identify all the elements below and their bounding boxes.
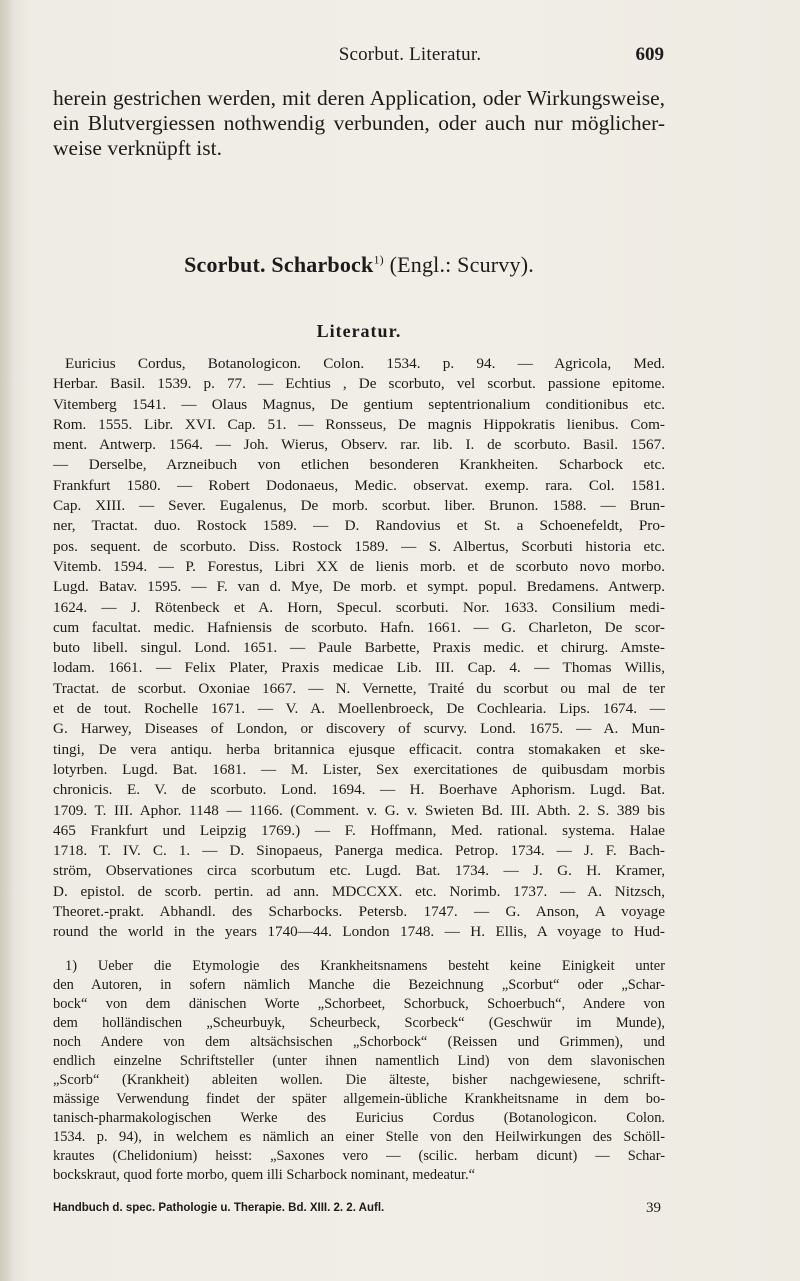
literature-line: lotyrben. Lugd. Bat. 1681. — M. Lister, Sex exercitationes de quibusdam morbis <box>53 760 665 778</box>
footnote-line: bock“ von dem dänischen Worte „Schorbeet, Schorbuck, Schoerbuch“, Andere von <box>53 996 665 1012</box>
footnote-line: „Scorb“ (Krankheit) ableiten wollen. Die älteste, bisher nachgewiesene, schrift- <box>53 1072 665 1088</box>
literature-heading: Literatur. <box>316 321 402 341</box>
literature-line: 1624. — J. Rötenbeck et A. Horn, Specul. scorbuti. Nor. 1633. Consilium medi- <box>53 598 665 616</box>
literature-line: — Derselbe, Arzneibuch von etlichen besonderen Krankheiten. Scharbock etc. <box>53 456 665 474</box>
footnote-marker: 1) <box>373 252 384 267</box>
footnote-line: 1534. p. 94), in welchem es nämlich an einer Stelle von den Heilwirkungen des Schöll- <box>53 1129 665 1145</box>
literature-line: tingi, De vera antiqu. herba britannica ejusque efficacit. contra stomakaken et ske- <box>53 740 665 758</box>
literature-line: ment. Antwerp. 1564. — Joh. Wierus, Observ. rar. lib. I. de scorbuto. Basil. 1567. <box>53 436 665 454</box>
literature-line: D. epistol. de scorb. pertin. ad ann. MDCCXX. etc. Norimb. 1737. — A. Nitzsch, <box>53 882 665 900</box>
text-line: herein gestrichen werden, mit deren Application, oder Wirkungsweise, <box>53 86 665 110</box>
page-footer <box>53 1202 665 1218</box>
footnote-line: endlich einzelne Schriftsteller (unter ihnen namentlich Lind) von dem slavonischen <box>53 1053 665 1069</box>
literature-line: Herbar. Basil. 1539. p. 77. — Echtius , De scorbuto, vel scorbut. passione epitome. <box>53 375 665 393</box>
footnote-line: krautes (Chelidonium) heisst: „Saxones vero — (scilic. herbam dicunt) — Schar- <box>53 1148 665 1164</box>
literature-line: ström, Observationes circa scorbutum etc. Lugd. Bat. 1734. — J. G. H. Kramer, <box>53 862 665 880</box>
literature-line: 465 Frankfurt und Leipzig 1769.) — F. Hoffmann, Med. rational. systema. Halae <box>53 821 665 839</box>
footnote-line: den Autoren, in sofern nämlich Manche die Bezeichnung „Scorbut“ oder „Schar- <box>53 977 665 993</box>
literature-line: et de tout. Rochelle 1671. — V. A. Moellenbroeck, De Cochlearia. Lips. 1674. — <box>53 700 665 718</box>
literature-line: G. Harwey, Diseases of London, or discovery of scurvy. Lond. 1675. — A. Mun- <box>53 720 665 738</box>
section-heading <box>53 252 665 278</box>
literature-line: Lugd. Batav. 1595. — F. van d. Mye, De morb. et sympt. popul. Bredamens. Antwerp. <box>53 578 665 596</box>
footer-citation: Handbuch d. spec. Pathologie u. Therapie. Bd. XIII. 2. 2. Aufl. <box>53 1202 385 1214</box>
literature-line: lodam. 1661. — Felix Plater, Praxis medicae Lib. III. Cap. 4. — Thomas Willis, <box>53 659 665 677</box>
section-title-bold: Scorbut. Scharbock <box>184 252 374 277</box>
binding-shadow <box>0 0 14 1281</box>
footnote <box>53 957 665 1185</box>
literature-line: 1718. T. IV. C. 1. — D. Sinopaeus, Panerga medica. Petrop. 1734. — J. F. Bach- <box>53 842 665 860</box>
literature-line: Rom. 1555. Libr. XVI. Cap. 51. — Ronsseus, De magnis Hippokratis lienibus. Com- <box>53 415 665 433</box>
literature-line: Theoret.-prakt. Abhandl. des Scharbocks. Petersb. 1747. — G. Anson, A voyage <box>53 903 665 921</box>
text-line: weise verknüpft ist. <box>53 136 222 160</box>
literature-line: 1709. T. III. Aphor. 1148 — 1166. (Comment. v. G. v. Swieten Bd. III. Abth. 2. S. 389 bis <box>53 801 665 819</box>
literature-line: ner, Tractat. duo. Rostock 1589. — D. Randovius et St. a Schoenefeldt, Pro- <box>53 517 665 535</box>
literature-line: cum facultat. medic. Hafniensis de scorbuto. Hafn. 1661. — G. Charleton, De scor- <box>53 618 665 636</box>
literature-line: round the world in the years 1740—44. London 1748. — H. Ellis, A voyage to Hud- <box>53 923 665 941</box>
page-header <box>0 44 800 70</box>
page-number: 609 <box>635 44 664 65</box>
section-title-rest: (Engl.: Scurvy). <box>383 252 534 277</box>
footnote-line: bockskraut, quod forte morbo, quem illi Scharbock nominant, medeatur.“ <box>53 1167 476 1183</box>
running-title: Scorbut. Literatur. <box>338 44 482 65</box>
literature-line: Euricius Cordus, Botanologicon. Colon. 1534. p. 94. — Agricola, Med. <box>65 355 665 372</box>
literature-line: Tractat. de scorbut. Oxoniae 1667. — N. Vernette, Traité du scorbut ou mal de ter <box>53 679 665 697</box>
footnote-line: mässige Verwendung findet der später allgemein-übliche Krankheitsname in dem bo- <box>53 1091 665 1107</box>
footnote-line: 1) Ueber die Etymologie des Krankheitsnamens besteht keine Einigkeit unter <box>65 958 665 974</box>
literature-line: Vitemberg 1541. — Olaus Magnus, De gentium septentrionalium conditionibus etc. <box>53 395 665 413</box>
literature-list <box>53 354 665 943</box>
footnote-line: noch Andere von dem altsächsischen „Schorbock“ (Reissen und Grimmen), und <box>53 1034 665 1050</box>
literature-line: pos. sequent. de scorbuto. Diss. Rostock 1589. — S. Albertus, Scorbuti historia etc. <box>53 537 665 555</box>
literature-line: chronicis. E. V. de scorbuto. Lond. 1694. — H. Boerhave Aphorism. Lugd. Bat. <box>53 781 665 799</box>
continuation-paragraph <box>53 86 665 161</box>
signature-mark: 39 <box>646 1200 661 1216</box>
footnote-line: dem holländischen „Scheurbuyk, Scheurbeck, Scorbeck“ (Geschwür im Munde), <box>53 1015 665 1031</box>
literature-line: Frankfurt 1580. — Robert Dodonaeus, Medic. observat. exemp. rara. Col. 1581. <box>53 476 665 494</box>
literature-line: Cap. XIII. — Sever. Eugalenus, De morb. scorbut. liber. Brunon. 1588. — Brun- <box>53 497 665 515</box>
literature-line: Vitemb. 1594. — P. Forestus, Libri XX de lienis morb. et de scorbuto novo morbo. <box>53 557 665 575</box>
footnote-line: tanisch-pharmakologischen Werke des Euricius Cordus (Botanologicon. Colon. <box>53 1110 665 1126</box>
text-line: ein Blutvergiessen nothwendig verbunden, oder auch nur möglicher- <box>53 111 665 135</box>
literature-line: buto libell. singul. Lond. 1651. — Paule Barbette, Praxis medic. et chirurg. Amste- <box>53 639 665 657</box>
